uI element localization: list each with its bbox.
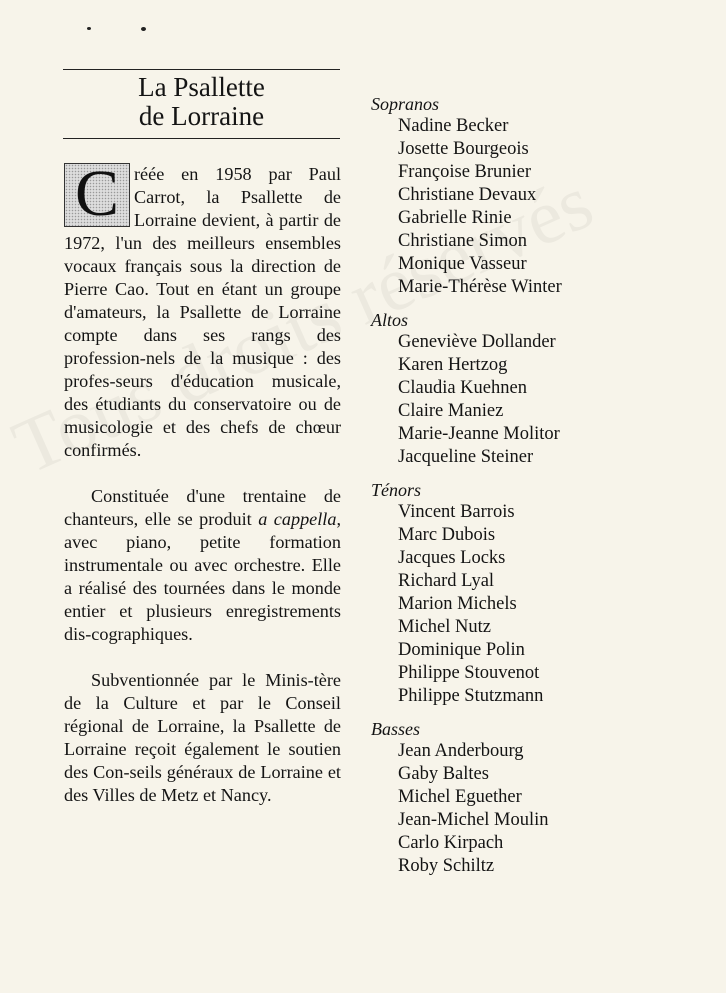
ink-speck <box>141 27 146 31</box>
voice-section <box>371 479 711 708</box>
singer-name: Gabrielle Rinie <box>398 208 512 228</box>
singer-name: Philippe Stutzmann <box>398 686 544 706</box>
title-rule-bottom <box>63 138 340 139</box>
intro-paragraph-2 <box>64 485 341 646</box>
singer-name: Richard Lyal <box>398 571 495 591</box>
singer-name: Claudia Kuehnen <box>398 378 527 398</box>
singer-name: Josette Bourgeois <box>398 139 529 159</box>
title-line-1: La Psallette <box>138 72 265 102</box>
singer-name: Philippe Stouvenot <box>398 663 540 683</box>
cast-list <box>371 93 711 888</box>
singer-name: Jean-Michel Moulin <box>398 810 549 830</box>
singer-name: Monique Vasseur <box>398 254 527 274</box>
intro-text <box>64 157 341 807</box>
intro-paragraph-2-text-b: , avec piano, petite formation instrumentale ou avec orchestre. Elle a réalisé des tournées dans le monde entier et plusieurs enregistrements dis-cographiques. <box>64 509 341 644</box>
a-cappella-emphasis: a cappella <box>258 509 337 529</box>
singer-name: Christiane Devaux <box>398 185 537 205</box>
intro-paragraph-1 <box>64 157 341 462</box>
drop-cap <box>64 157 130 230</box>
page-title <box>63 73 340 131</box>
singer-name: Vincent Barrois <box>398 502 515 522</box>
ink-speck <box>87 27 91 30</box>
singer-name: Karen Hertzog <box>398 355 508 375</box>
voice-section-title: Altos <box>371 310 409 330</box>
title-line-2: de Lorraine <box>138 101 265 131</box>
singer-name: Gaby Baltes <box>398 764 489 784</box>
voice-section-title: Basses <box>371 719 420 739</box>
intro-paragraph-1-text: réée en 1958 par Paul Carrot, la Psallette de Lorraine devient, à partir de 1972, l'un des meilleurs ensembles vocaux français sous la direction de Pierre Cao. Tout en étant un groupe d'amateurs, la Psallette de Lorraine compte dans ses rangs des profession-nels de la musique : des profes-seurs d'éducation musicale, des étudiants du conservatoire ou de musicologie et des chefs de chœur confirmés. <box>64 164 341 460</box>
voice-section <box>371 718 711 878</box>
intro-paragraph-3: Subventionnée par le Minis-tère de la Culture et par le Conseil régional de Lorraine, la Psallette de Lorraine reçoit également le soutien des Con-seils généraux de Lorraine et des Villes de Metz et Nancy. <box>64 670 341 805</box>
voice-section <box>371 93 711 299</box>
singer-name: Dominique Polin <box>398 640 525 660</box>
singer-name: Jacques Locks <box>398 548 506 568</box>
singer-name: Carlo Kirpach <box>398 833 504 853</box>
singer-name: Christiane Simon <box>398 231 527 251</box>
singer-name: Michel Nutz <box>398 617 491 637</box>
singer-name: Claire Maniez <box>398 401 504 421</box>
voice-section-title: Sopranos <box>371 94 440 114</box>
singer-name: Jacqueline Steiner <box>398 447 534 467</box>
drop-cap-letter: C <box>74 157 120 230</box>
singer-name: Michel Eguether <box>398 787 522 807</box>
singer-name: Marc Dubois <box>398 525 496 545</box>
singer-name: Marie-Thérèse Winter <box>398 277 562 297</box>
singer-name: Jean Anderbourg <box>398 741 524 761</box>
singer-name: Marion Michels <box>398 594 517 614</box>
singer-name: Françoise Brunier <box>398 162 532 182</box>
singer-name: Roby Schiltz <box>398 856 495 876</box>
voice-section <box>371 309 711 469</box>
singer-name: Geneviève Dollander <box>398 332 556 352</box>
singer-name: Nadine Becker <box>398 116 509 136</box>
title-rule-top <box>63 69 340 70</box>
singer-name: Marie-Jeanne Molitor <box>398 424 560 444</box>
intro-paragraph-2-text-a: Constituée d'une trentaine de chanteurs, elle se produit <box>64 486 341 529</box>
voice-section-title: Ténors <box>371 480 422 500</box>
